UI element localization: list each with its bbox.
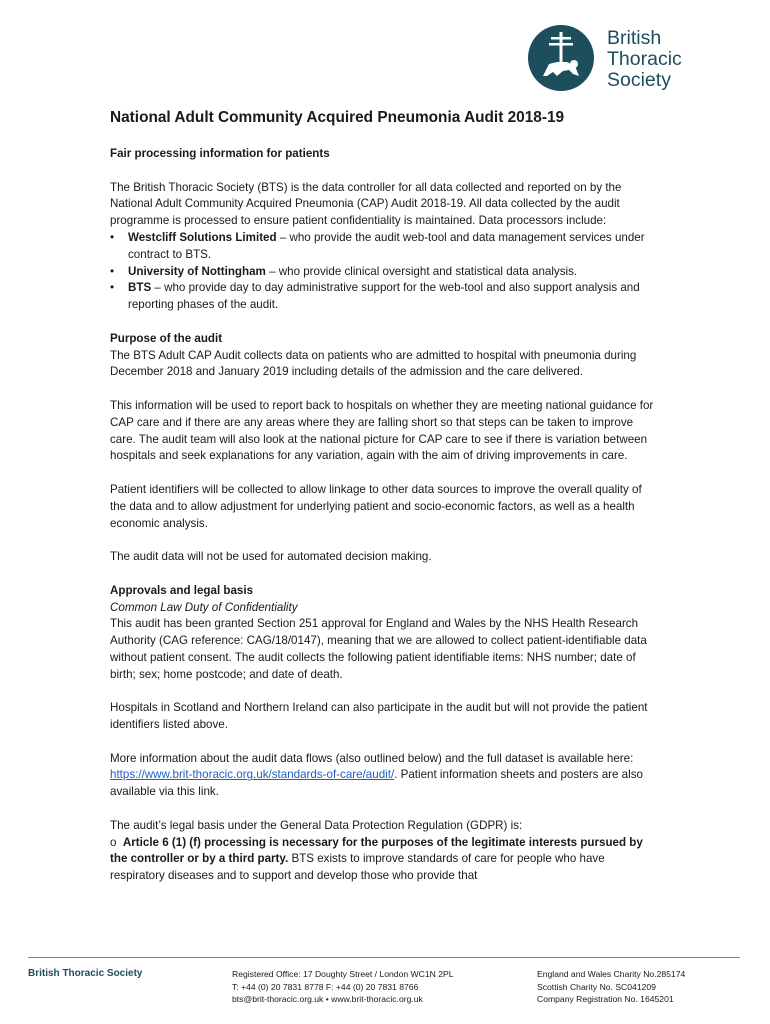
footer-line: Registered Office: 17 Doughty Street / London WC1N 2PL (232, 969, 454, 979)
processor-desc: – who provide the audit web-tool and data management services under contract to BTS. (128, 230, 645, 261)
approvals-heading: Approvals and legal basis (110, 583, 254, 597)
approvals-paragraph-2: Hospitals in Scotland and Northern Ireland can also participate in the audit but will not provide the patient identifiers listed above. (110, 701, 648, 732)
processor-name: BTS (128, 281, 152, 295)
processor-desc: – who provide clinical oversight and statistical data analysis. (265, 264, 578, 278)
text-span: . Patient information sheets and posters are also available via this link. (110, 768, 643, 799)
bts-emblem-icon (527, 24, 595, 92)
purpose-heading: Purpose of the audit (110, 331, 223, 345)
footer-line: T: +44 (0) 20 7831 8778 F: +44 (0) 20 7831 8766 (232, 981, 419, 992)
footer-line: bts@brit-thoracic.org.uk • www.brit-thoracic.org.uk (232, 994, 423, 1004)
footer-address (232, 968, 532, 1006)
list-marker: o (110, 835, 117, 849)
purpose-paragraph-1: The BTS Adult CAP Audit collects data on patients who are admitted to hospital with pneumonia during December 2018 and January 2019 including details of the admission and the care delivered. (110, 348, 637, 379)
purpose-paragraph-4: The audit data will not be used for automated decision making. (110, 550, 432, 564)
approvals-paragraph-4: The audit’s legal basis under the General Data Protection Regulation (GDPR) is: (110, 818, 523, 832)
approvals-paragraph-1: This audit has been granted Section 251 approval for England and Wales by the NHS Health Research Authority (CAG reference: CAG/18/0147), meaning that we are allowed to collect patient-identifiable data without patient consent. The audit collects the following patient identifiable items: NHS number; date of birth; sex; home postcode; and date of death. (110, 617, 647, 681)
purpose-paragraph-3: Patient identifiers will be collected to allow linkage to other data sources to improve the overall quality of the data and to allow adjustment for underlying patient and socio-economic factors, as well as a health economic analysis. (110, 482, 642, 530)
list-item: • BTS – who provide day to day administrative support for the web-tool and also support analysis and reporting phases of the audit. (110, 281, 640, 312)
footer-line: Scottish Charity No. SC041209 (537, 981, 656, 992)
logo-wordmark (607, 28, 682, 91)
logo-line-2: Thoracic (607, 48, 682, 70)
footer-registration (537, 968, 747, 1006)
footer-line: England and Wales Charity No.285174 (537, 969, 686, 979)
approvals-paragraph-3 (110, 751, 658, 801)
article-text: BTS exists to improve standards of care for people who have respiratory diseases and to support and develop those who provide that (110, 852, 605, 883)
processor-name: University of Nottingham (128, 264, 266, 278)
processor-name: Westcliff Solutions Limited (128, 230, 277, 244)
intro-paragraph: The British Thoracic Society (BTS) is the data controller for all data collected and reported on by the National Adult Community Acquired Pneumonia (CAP) Audit 2018-19. All data collected by the audit programme is processed to ensure patient confidentiality is maintained. Data processors include: (110, 180, 622, 228)
document-subtitle: Fair processing information for patients (110, 147, 330, 160)
processor-desc: – who provide day to day administrative support for the web-tool and also support analysis and reporting phases of the audit. (128, 281, 640, 312)
list-item: • Westcliff Solutions Limited – who provide the audit web-tool and data management services under contract to BTS. (110, 230, 645, 261)
document-title: National Adult Community Acquired Pneumonia Audit 2018-19 (110, 109, 565, 126)
logo-line-3: Society (607, 69, 671, 91)
footer-divider (28, 957, 740, 958)
document-body (110, 108, 658, 885)
text-span: More information about the audit data flows (also outlined below) and the full dataset is available here: (110, 751, 634, 765)
footer-brand: British Thoracic Society (28, 968, 143, 979)
processor-list (110, 230, 658, 314)
purpose-paragraph-2: This information will be used to report back to hospitals on whether they are meeting national guidance for CAP care and if there are any areas where they are falling short so that steps can be taken to improve care. The audit team will also look at the national picture for CAP care to see if there is variation between hospitals and seek explanations for any variation, again with the aim of driving improvements in care. (110, 398, 654, 463)
list-item: • University of Nottingham – who provide clinical oversight and statistical data analysis. (110, 264, 578, 278)
article-bold-text: Article 6 (1) (f) processing is necessary for the purposes of the legitimate interests pursued by the controller or by a third party. (110, 835, 643, 866)
article-paragraph (110, 835, 658, 885)
audit-link[interactable]: https://www.brit-thoracic.org.uk/standards-of-care/audit/ (110, 768, 395, 782)
logo-line-1: British (607, 27, 662, 49)
footer-line: Company Registration No. 1645201 (537, 994, 674, 1004)
approvals-subheading: Common Law Duty of Confidentiality (110, 600, 298, 614)
bts-logo (527, 24, 727, 94)
